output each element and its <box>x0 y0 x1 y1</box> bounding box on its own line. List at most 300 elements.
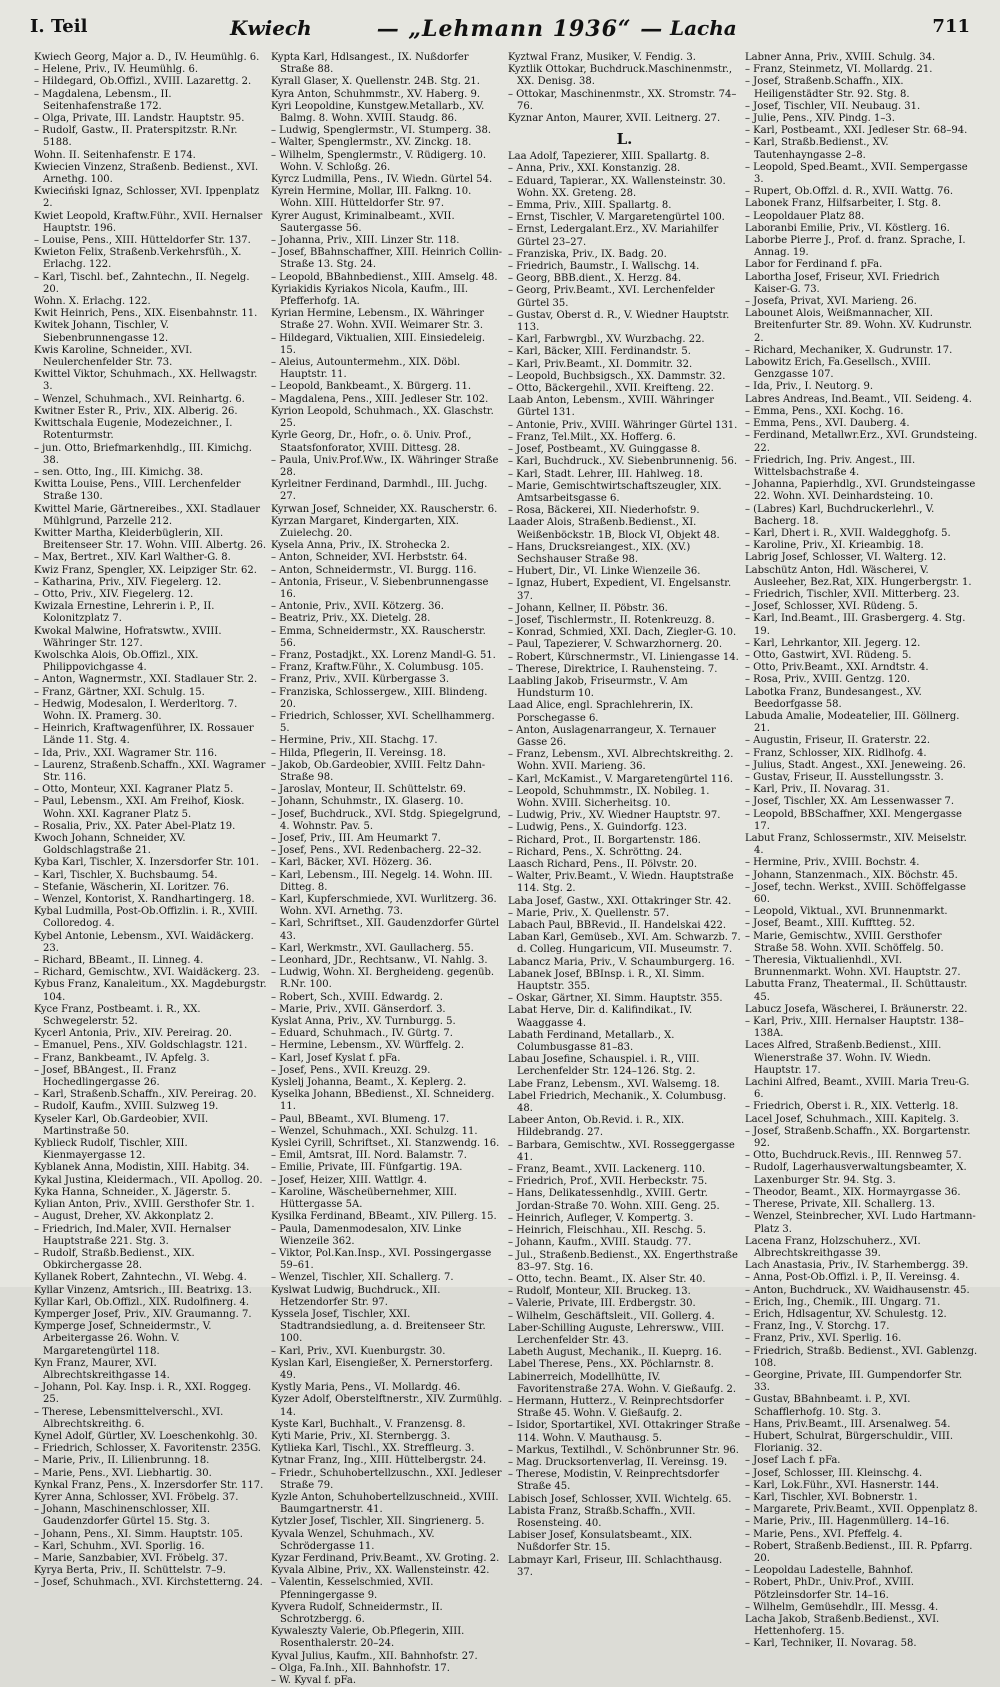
directory-entry: – Wenzel, Schuhmach., XVI. Reinhartg. 6. <box>34 393 245 405</box>
directory-entry: – Josef, Beamt., XIII. Kufftteg. 52. <box>745 918 915 930</box>
page-header <box>30 14 970 44</box>
directory-entry: Kwittel Viktor, Schuhmach., XX. Hellwagstr. 3. <box>34 369 258 393</box>
directory-entry: – Wilhelm, Gemüsehdlr., III. Messg. 4. <box>745 1601 939 1613</box>
directory-entry: – Karoline, Priv., XI. Krieambig. 18. <box>745 540 924 552</box>
directory-entry: – Emanuel, Pens., XIV. Goldschlagstr. 121. <box>34 1040 248 1052</box>
directory-entry: – (Labres) Karl, Buchdruckerlehrl., V. Bacherg. 18. <box>745 503 935 527</box>
directory-entry: – Magdalena, Pens., XIII. Jedleser Str. 102. <box>271 393 489 405</box>
directory-entry: Kyrcz Ludmilla, Pens., IV. Wiedn. Gürtel 54. <box>271 174 493 186</box>
directory-entry: Kyrya Berta, Priv., II. Schüttelstr. 7–9. <box>34 1565 226 1577</box>
directory-entry: – Hermine, Priv., XVIII. Bochstr. 4. <box>745 857 920 869</box>
directory-entry: Kwittschala Eugenie, Modezeichner., I. Rotenturmstr. <box>34 418 233 442</box>
directory-entry: Kypta Karl, Hdlsangest., IX. Nußdorfer Straße 88. <box>271 52 469 76</box>
directory-entry: Kyvala Wenzel, Schuhmach., XV. Schrödergasse 11. <box>271 1528 435 1552</box>
directory-entry: – Ferdinand, Metallwr.Erz., XVI. Grundsteing. 22. <box>745 430 978 454</box>
directory-entry: – Jul., Straßenb.Bedienst., XX. Engerthstraße 83–97. Stg. 16. <box>508 1249 738 1273</box>
directory-entry: Kwitner Ester R., Priv., XIX. Alberig. 26. <box>34 405 238 417</box>
directory-entry: – Walter, Spenglermstr., XV. Zinckg. 18. <box>271 137 472 149</box>
directory-entry: – Franz, Ing., V. Storchg. 17. <box>745 1321 890 1333</box>
directory-entry: – Ottokar, Maschinenmstr., XX. Stromstr. 74–76. <box>508 88 737 112</box>
directory-entry: – Hans, Priv.Beamt., III. Arsenalweg. 54. <box>745 1418 951 1430</box>
directory-entry: – Karl, Lehrkantor, XII. Jegerg. 12. <box>745 637 921 649</box>
directory-entry: Label Therese, Pens., XX. Pöchlarnstr. 8. <box>508 1359 714 1371</box>
directory-entry: – Louise, Pens., XIII. Hütteldorfer Str. 137. <box>34 235 251 247</box>
directory-entry: Kwitta Louise, Pens., VIII. Lerchenfelder Straße 130. <box>34 479 241 503</box>
directory-entry: – Karl, Priv.Beamt., XI. Dommitr. 32. <box>508 358 693 370</box>
directory-entry: Laa Adolf, Tapezierer, XIII. Spallartg. 8. <box>508 151 710 163</box>
directory-entry: – Katharina, Priv., XIV. Fiegelerg. 12. <box>34 576 222 588</box>
directory-entry: – Karl, Buchdruck., XV. Siebenbrunnenig. 56. <box>508 456 737 468</box>
directory-entry: – Leopold, Viktual., XVI. Brunnenmarkt. <box>745 906 948 918</box>
directory-entry: Kyllar Vinzenz, Amtsrich., III. Beatrixg. 13. <box>34 1284 252 1296</box>
directory-entry: Laabling Jakob, Friseurmstr., V. Am Hundsturm 10. <box>508 675 688 700</box>
directory-entry: Kyste Karl, Buchhalt., V. Franzensg. 8. <box>271 1418 466 1430</box>
directory-entry: Kyslan Karl, Eisengießer, X. Pernerstorferg. 49. <box>271 1357 493 1381</box>
directory-entry: – Josef, Schlosser, III. Kleinschg. 4. <box>745 1467 923 1479</box>
directory-entry: – Erich, Ing., Chemik., III. Ungarg. 71. <box>745 1296 941 1308</box>
directory-entry: – Karl, Dhert i. R., XVII. Waldegghofg. 5. <box>745 527 951 539</box>
directory-entry: – Hans, Drucksreiangest., XIX. (XV.) Sechshauser Straße 98. <box>508 541 691 565</box>
directory-entry: – Leopold, Sped.Beamt., XVII. Sempergasse 3. <box>745 161 968 186</box>
directory-entry: Kyvala Albine, Priv., XX. Wallensteinstr. 42. <box>271 1565 490 1577</box>
directory-entry: – Franz, Tel.Milt., XX. Hofferg. 6. <box>508 431 676 443</box>
directory-entry: Kywaleszty Valerie, Ob.Pflegerin, XIII. Rosenthalerstr. 20–24. <box>271 1626 465 1650</box>
directory-entry: – Gustav, BBahnbeamt. i. P., XVI. Schafflerhofg. 10. Stg. 3. <box>745 1394 911 1418</box>
directory-entry: – Eduard, Schuhmach., IV. Gürtg. 7. <box>271 1028 453 1040</box>
directory-entry: Labinerreich, Modellhütte, IV. Favoritenstraße 27A. Wohn. V. Gießaufg. 2. <box>508 1371 737 1395</box>
directory-entry: – Josef, Schlosser, XVI. Rüdeng. 5. <box>745 601 918 613</box>
directory-entry: Laad Alice, engl. Sprachlehrerin, IX. Porschegasse 6. <box>508 700 694 724</box>
directory-entry: – Emma, Pens., XVI. Dauberg. 4. <box>745 418 910 430</box>
directory-entry: Kymperge Josef, Schneidermstr., V. Arbeitergasse 26. Wohn. V. Margaretengürtel 118. <box>34 1321 212 1357</box>
directory-entry: Labut Franz, Schlossermstr., XIV. Meiselstr. 4. <box>745 833 967 857</box>
directory-entry: – Viktor, Pol.Kan.Insp., XVI. Possingergasse 59–61. <box>271 1247 492 1272</box>
directory-entry: Kwiz Franz, Spengler, XX. Leipziger Str. 62. <box>34 564 257 576</box>
directory-entry: Kyblanek Anna, Modistin, XIII. Habitg. 34. <box>34 1162 250 1174</box>
directory-entry: – Antonia, Friseur., V. Siebenbrunnengasse 16. <box>271 576 489 600</box>
directory-entry: – Theodor, Beamt., XIX. Hormayrgasse 36. <box>745 1186 961 1198</box>
directory-entry: – Josef, Heizer, XIII. Wattlgr. 4. <box>271 1174 427 1186</box>
directory-entry: Labowitz Erich, Fa.Gesellsch., XVIII. Genzgasse 107. <box>745 357 931 381</box>
directory-entry: Kyseler Karl, Ob.Gardeobier, XVII. Martinstraße 50. <box>34 1113 209 1137</box>
directory-entry: – Rudolf, Kaufm., XVIII. Sulzweg 19. <box>34 1101 219 1113</box>
directory-entry: – Richard, Pens., X. Schröttng. 24. <box>508 846 683 858</box>
directory-entry: – August, Dreher, XV. Akkonplatz 2. <box>34 1211 214 1223</box>
directory-entry: – Aleius, Autountermehm., XIX. Döbl. Hauptstr. 11. <box>271 357 461 381</box>
directory-entry: Kybel Antonie, Lebensm., XVI. Waidäckerg. 23. <box>34 930 254 954</box>
directory-entry: – Beatriz, Priv., XX. Dietelg. 28. <box>271 613 431 625</box>
directory-entry: – Valerie, Private, III. Erdbergstr. 30. <box>508 1298 696 1310</box>
directory-entry: Kwitter Martha, Kleiderbüglerin, XII. Breitenseer Str. 17. Wohn. VIII. Albertg. 26. <box>34 527 267 552</box>
directory-entry: – Josef, Schuhmach., XVI. Kirchstetterng. 24. <box>34 1577 263 1589</box>
directory-entry: Kwokal Malwine, Hofratswtw., XVIII. Währinger Str. 127. <box>34 625 222 649</box>
directory-entry: – Marie, Priv., XVII. Gänserdorf. 3. <box>271 1003 446 1015</box>
directory-entry: – Rosa, Bäckerei, XII. Niederhofstr. 9. <box>508 505 700 517</box>
directory-entry: – Karl, Werkmstr., XVI. Gaullacherg. 55. <box>271 942 474 954</box>
directory-entry: – Hubert, Dir., VI. Linke Wienzeile 36. <box>508 566 701 578</box>
directory-entry: Labotka Franz, Bundesangest., XV. Beedorfgasse 58. <box>745 686 922 710</box>
directory-entry: – Karl, Priv., XIII. Hernalser Hauptstr. 138–138A. <box>745 1016 964 1040</box>
directory-entry: Kylian Anton, Priv., XVIII. Gersthofer Str. 1. <box>34 1199 255 1211</box>
directory-entry: – Johann, Schuhmstr., IX. Glaserg. 10. <box>271 796 464 808</box>
directory-entry: – Karl, Schuhm., XVI. Sporlig. 16. <box>34 1540 205 1552</box>
directory-entry: Kyzar Ferdinand, Priv.Beamt., XV. Groting. 2. <box>271 1552 500 1564</box>
directory-entry: – Josef, Pens., XVII. Kreuzg. 29. <box>271 1064 431 1076</box>
directory-entry: Labiser Josef, Konsulatsbeamt., XIX. Nußdorfer Str. 15. <box>508 1530 693 1554</box>
directory-entry: Kyrion Leopold, Schuhmach., XX. Glaschstr. 25. <box>271 405 494 430</box>
directory-entry: Laban Karl, Gemüseb., XVI. Am. Schwarzb. 7. d. Colleg. Hungaricum, VII. Museumstr. 7. <box>508 932 741 956</box>
directory-entry: – Theresia, Viktualienhdl., XVI. Brunnenmarkt. Wohn. XVI. Hauptstr. 27. <box>745 955 961 979</box>
directory-entry: – Ida, Priv., I. Neutorg. 9. <box>745 381 874 393</box>
directory-entry: – Karl, Straßb.Bedienst., XV. Tautenhayngasse 2–8. <box>745 137 889 161</box>
directory-entry: – Heinrich, Fleischhau., XII. Reschg. 5. <box>508 1225 706 1237</box>
directory-entry: – Hermine, Priv., XII. Stachg. 17. <box>271 735 438 747</box>
directory-entry: – Johann, Kellner, II. Pöbstr. 36. <box>508 602 668 614</box>
directory-entry: Kymperger Josef, Priv., XIV. Graumanng. 7. <box>34 1308 252 1320</box>
directory-entry: Labista Franz, Straßb.Schaffn., XVII. Rosensteing. 40. <box>508 1505 696 1529</box>
directory-entry: – Otto, Monteur, XXI. Kagraner Platz 5. <box>34 784 234 796</box>
directory-entry: – Josef, Tischler, XX. Am Lessenwasser 7. <box>745 796 955 808</box>
directory-entry: Kyztwal Franz, Musiker, V. Fendig. 3. <box>508 52 696 63</box>
directory-entry: Lacel Josef, Schuhmach., XIII. Kapitelg. 3. <box>745 1113 959 1125</box>
directory-entry: – Isidor, Sportartikel, XVI. Ottakringer Straße 114. Wohn. V. Mauthausg. 5. <box>508 1420 741 1444</box>
directory-entry: – Johann, Kaufm., XVIII. Staudg. 77. <box>508 1237 692 1249</box>
directory-entry: – Karl, Josef Kyslat f. pFa. <box>271 1052 401 1064</box>
directory-title: — „Lehmann 1936“ — <box>376 16 664 42</box>
directory-entry: Lacha Jakob, Straßenb.Bedienst., XVI. Hettenhoferg. 15. <box>745 1614 940 1638</box>
directory-entry: – Leopold, BBSchaffner, XXI. Mengergasse 17. <box>745 808 962 832</box>
directory-entry: – Franz, Beamt., XVII. Lackenerg. 110. <box>508 1164 706 1176</box>
directory-entry: – Emil, Amtsrat, III. Nord. Balamstr. 7. <box>271 1150 467 1162</box>
directory-entry: – Friedrich, Oberst i. R., XIX. Vetterlg. 18. <box>745 1101 959 1113</box>
directory-entry: – Ignaz, Hubert, Expedient, VI. Engelsanstr. 37. <box>508 578 732 602</box>
directory-entry: – Johanna, Priv., XIII. Linzer Str. 118. <box>271 235 460 247</box>
directory-entry: – Barbara, Gemischtw., XVI. Rosseggergasse 41. <box>508 1139 735 1163</box>
directory-entry: – Franz, Postadjkt., XX. Lorenz Mandl-G. 51. <box>271 649 496 661</box>
directory-entry: Wohn. II. Seitenhafenstr. E 174. <box>34 149 196 161</box>
directory-entry: – Otto, Bäckergehil., XVII. Kreifteng. 22. <box>508 383 714 395</box>
directory-entry: Laba Josef, Gastw., XXI. Ottakringer Str. 42. <box>508 895 732 907</box>
directory-entry: – Friedrich, Ing. Priv. Angest., III. Wittelsbachstraße 4. <box>745 454 916 478</box>
directory-entry: Kysilka Ferdinand, BBeamt., XIV. Pillerg. 15. <box>271 1211 497 1223</box>
directory-entry: Kwieciński Ignaz, Schlosser, XVI. Ippenplatz 2. <box>34 186 260 210</box>
directory-entry: – Josef, Pens., XVI. Redenbacherg. 22–32. <box>271 845 482 857</box>
directory-entry: – Anton, Buchdruck., XV. Waidhausenstr. 45. <box>745 1284 970 1296</box>
directory-entry: Labisch Josef, Schlosser, XVII. Wichtelg. 65. <box>508 1493 732 1505</box>
directory-entry: – Johanna, Papierhdlg., XVI. Grundsteingasse 22. Wohn. XVI. Deinhardsteing. 10. <box>745 479 976 503</box>
directory-entry: – Robert, Sch., XVIII. Edwardg. 2. <box>271 991 443 1003</box>
directory-entry: – Karl, Lebensm., III. Negelg. 14. Wohn. III. Ditteg. 8. <box>271 869 493 893</box>
directory-entry: Lachini Alfred, Beamt., XVIII. Maria Treu-G. 6. <box>745 1077 970 1101</box>
directory-entry: Kyrzan Margaret, Kindergarten, XIX. Zuielechg. 20. <box>271 515 459 539</box>
directory-entry: – Eduard, Tapierar., XX. Wallensteinstr. 30. Wohn. XX. Greteng. 28. <box>508 175 726 199</box>
directory-entry: – Marie, Priv., X. Quellenstr. 57. <box>508 907 670 919</box>
directory-entry: Kyvera Rudolf, Schneidermstr., II. Schrotzbergg. 6. <box>271 1601 443 1625</box>
directory-entry: – Ludwig, Wohn. XI. Bergheideng. gegenüb. R.Nr. 100. <box>271 967 495 991</box>
directory-entry: Kwit Heinrich, Pens., XIX. Eisenbahnstr. 11. <box>34 308 258 320</box>
directory-entry: – Josef, techn. Werkst., XVIII. Schöffelgasse 60. <box>745 881 966 906</box>
directory-entry: Labounet Alois, Weißmannacher, XII. Breitenfurter Str. 89. Wohn. XV. Kudrunstr. 2. <box>745 308 973 344</box>
directory-entry: – jun. Otto, Briefmarkenhdlg., III. Kimichg. 38. <box>34 442 252 466</box>
directory-entry: – Antonie, Priv., XVII. Kötzerg. 36. <box>271 601 444 613</box>
directory-entry: – Richard, BBeamt., II. Linneg. 4. <box>34 955 204 967</box>
directory-entry: – Johann, Pol. Kay. Insp. i. R., XXI. Roggeg. 25. <box>34 1382 252 1406</box>
directory-entry: – Helene, Priv., IV. Heumühlg. 6. <box>34 64 199 76</box>
directory-entry: Kycerl Antonia, Priv., XIV. Pereirag. 20. <box>34 1028 232 1040</box>
directory-entry: – Anton, Auslagenarrangeur, X. Ternauer Gasse 26. <box>508 724 716 748</box>
directory-entry: Kyssela Josef, Tischler, XXI. Stadtrandsiedlung, a. d. Breitenseer Str. 100. <box>271 1308 486 1345</box>
directory-entry: – W. Kyval f. pFa. <box>271 1675 357 1687</box>
directory-entry: – Hans, Delikatessenhdlg., XVIII. Gertr. Jordan-Straße 70. Wohn. XIII. Geng. 25. <box>508 1188 720 1212</box>
directory-entry: Kyba Karl, Tischler, X. Inzersdorfer Str. 101. <box>34 857 259 869</box>
directory-entry: – Friedrich, Schlosser, X. Favoritenstr. 235G. <box>34 1443 261 1455</box>
directory-entry: – Karl, Ind.Beamt., III. Grasbergerg. 4. Stg. 19. <box>745 613 966 637</box>
directory-entry: – Heinrich, Kraftwagenführer, IX. Rossauer Lände 11. Stg. 4. <box>34 723 254 747</box>
directory-entry: – Richard, Prot., II. Borgartenstr. 186. <box>508 834 701 846</box>
directory-entry: – Therese, Lebensmittelverschl., XVI. Albrechtskreithg. 6. <box>34 1406 224 1430</box>
directory-entry: – Oskar, Gärtner, XI. Simm. Hauptstr. 355. <box>508 993 723 1005</box>
directory-entry: Labrig Josef, Schlosser, VI. Walterg. 12. <box>745 552 947 564</box>
directory-entry: Labath Ferdinand, Metallarb., X. Columbusgasse 81–83. <box>508 1029 675 1054</box>
directory-entry: – Mag. Drucksortenverlag, II. Vereinsg. 19. <box>508 1456 728 1468</box>
directory-entry: Kytzler Josef, Tischler, XII. Singrienerg. 5. <box>271 1516 485 1528</box>
directory-entry: – Rupert, Ob.Offzl. d. R., XVII. Wattg. 76. <box>745 186 954 198</box>
directory-entry: – Hildegard, Ob.Offizl., XVIII. Lazarettg. 2. <box>34 76 252 88</box>
directory-entry: – Karl, Farbwrgbl., XV. Wurzbachg. 22. <box>508 334 705 346</box>
first-entry-word: Kwiech <box>230 16 312 40</box>
directory-entry: Laber-Schilling Auguste, Lehrersww., VIII. Lerchenfelder Str. 43. <box>508 1322 725 1346</box>
directory-entry: Kynel Adolf, Gürtler, XV. Loeschenkohlg. 30. <box>34 1430 258 1442</box>
directory-entry: Labres Andreas, Ind.Beamt., VII. Seideng. 4. <box>745 393 972 405</box>
directory-entry: Kyllar Karl, Ob.Offizl., XIX. Rudolfinerg. 4. <box>34 1296 250 1308</box>
directory-entry: Kyllanek Robert, Zahntechn., VI. Webg. 4. <box>34 1272 247 1284</box>
column-1 <box>34 52 267 1589</box>
directory-entry: – Rudolf, Straßb.Bedienst., XIX. Obkirchergasse 28. <box>34 1247 195 1272</box>
directory-entry: – Franz, Bankbeamt., IV. Apfelg. 3. <box>34 1052 210 1064</box>
directory-entry: – Josef, Straßenb.Schaffn., XIX. Heiligenstädter Str. 92. Stg. 8. <box>745 76 910 100</box>
directory-entry: Laboranbi Emilie, Priv., VI. Köstlerg. 16. <box>745 222 950 234</box>
directory-entry: – Karl, Bäcker, XIII. Ferdinandstr. 5. <box>508 346 691 358</box>
directory-entry: – Marie, Priv., II. Lilienbrunng. 18. <box>34 1455 210 1467</box>
directory-entry: Kwittel Marie, Gärtnereibes., XXI. Stadlauer Mühlgrund, Parzelle 212. <box>34 503 261 527</box>
directory-entry: Label Friedrich, Mechanik., X. Columbusg. 48. <box>508 1090 727 1115</box>
directory-entry: Labner Anna, Priv., XVIII. Schulg. 34. <box>745 52 936 63</box>
directory-entry: – Wenzel, Steinbrecher, XVI. Ludo Hartmann-Platz 3. <box>745 1211 976 1235</box>
directory-entry: – Robert, Kürschnermstr., VI. Liniengasse 14. <box>508 651 739 663</box>
directory-entry: – Georg, Priv.Beamt., XVI. Lerchenfelder Gürtel 35. <box>508 285 715 309</box>
directory-entry: – Rudolf, Monteur, XII. Bruckeg. 13. <box>508 1286 691 1298</box>
directory-entry: Labau Josefine, Schauspiel. i. R., VIII. Lerchenfelder Str. 124–126. Stg. 2. <box>508 1054 700 1078</box>
directory-entry: – Karl, Lok.Führ., XVI. Hasnerstr. 144. <box>745 1479 939 1491</box>
directory-entry: – Johann, Pens., XI. Simm. Hauptstr. 105. <box>34 1528 243 1540</box>
directory-entry: – Karl, Priv., II. Novarag. 31. <box>745 784 890 796</box>
directory-entry: Kyrle Georg, Dr., Hofr., o. ö. Univ. Prof., Staatsfonforator, XVIII. Dittesg. 28. <box>271 430 472 454</box>
directory-entry: Labmayr Karl, Friseur, III. Schlachthausg. 37. <box>508 1554 723 1578</box>
directory-entry: – Therese, Private, XII. Schallerg. 13. <box>745 1199 935 1211</box>
directory-entry: – Franz, Priv., XVI. Sperlig. 16. <box>745 1333 902 1345</box>
directory-entry: – Gustav, Oberst d. R., V. Wiedner Hauptstr. 113. <box>508 309 730 334</box>
directory-entry: – Paula, Univ.Prof.Ww., IX. Währinger Straße 28. <box>271 454 499 478</box>
directory-entry: – Friedr., Schuhobertellzuschn., XXI. Jedleser Straße 79. <box>271 1467 502 1491</box>
directory-entry: – Valentin, Kesselschmied, XVII. Pfenningergasse 9. <box>271 1577 434 1601</box>
directory-entry: – Konrad, Schmied, XXI. Dach, Ziegler-G. 10. <box>508 627 737 639</box>
directory-entry: – Karl, Stadt. Lehrer, III. Hahlweg. 18. <box>508 468 703 480</box>
directory-entry: Kwis Karoline, Schneider., XVI. Neulerchenfelder Str. 73. <box>34 344 193 369</box>
directory-entry: Laborbe Pierre J., Prof. d. franz. Sprache, I. Annag. 19. <box>745 235 966 259</box>
directory-entry: – Franz, Priv., XVII. Kürbergasse 3. <box>271 674 450 686</box>
directory-entry: Kybus Franz, Kanaleitum., XX. Magdeburgstr. 104. <box>34 979 267 1003</box>
directory-entry: – Friedrich, Ind.Maler, XVII. Hernalser Hauptstraße 221. Stg. 3. <box>34 1223 231 1247</box>
directory-entry: Laces Alfred, Straßenb.Bedienst., XIII. Wienerstraße 37. Wohn. IV. Wiedn. Hauptstr. 17. <box>745 1040 942 1076</box>
directory-entry: – Franz, Gärtner, XXI. Schulg. 15. <box>34 686 205 698</box>
directory-entry: – Anton, Wagnermstr., XXI. Stadlauer Str. 2. <box>34 674 258 686</box>
directory-entry: – Franz, Kraftw.Führ., X. Columbusg. 105. <box>271 662 484 674</box>
directory-entry: – Rosalia, Priv., XX. Pater Abel-Platz 19. <box>34 820 236 832</box>
directory-entry: Labucz Josefa, Wäscherei, I. Bräunerstr. 22. <box>745 1003 968 1015</box>
directory-entry: – Hedwig, Modesalon, I. Werderltorg. 7. Wohn. IX. Pramerg. 30. <box>34 698 238 722</box>
directory-entry: Kytnar Franz, Ing., XIII. Hüttelbergstr. 24. <box>271 1455 487 1467</box>
directory-entry: – Richard, Gemischtw., XVI. Waidäckerg. 23. <box>34 967 260 979</box>
directory-entry: – Erich, Hdlsagentur, XV. Schulestg. 12. <box>745 1308 947 1320</box>
directory-entry: Kyslwat Ludwig, Buchdruck., XII. Hetzendorfer Str. 97. <box>271 1284 441 1308</box>
directory-entry: – Jaroslav, Monteur, II. Schüttelstr. 69. <box>271 784 467 796</box>
directory-entry: – Hildegard, Viktualien, XIII. Einsiedeleig. 15. <box>271 332 486 356</box>
directory-entry: – Hermine, Lebensm., XV. Würffelg. 2. <box>271 1040 465 1052</box>
directory-entry: – Otto, Buchdruck.Revis., III. Rennweg 57. <box>745 1150 962 1162</box>
directory-entry: – Josef, Priv., III. Am Heumarkt 7. <box>271 833 441 844</box>
directory-entry: – Georgine, Private, III. Gumpendorfer Str. 33. <box>745 1369 963 1394</box>
directory-entry: Kyti Marie, Priv., XI. Sternbergg. 3. <box>271 1430 451 1442</box>
directory-entry: Laab Anton, Lebensm., XVIII. Währinger Gürtel 131. <box>508 395 714 419</box>
directory-entry: – Stefanie, Wäscherin, XI. Loritzer. 76. <box>34 881 229 893</box>
directory-entry: – Josef, Straßenb.Schaffn., XX. Borgartenstr. 92. <box>745 1125 971 1150</box>
directory-entry: Kyce Franz, Postbeamt. i. R., XX. Schwegelerstr. 52. <box>34 1003 201 1028</box>
directory-entry: – Karl, Techniker, II. Novarag. 58. <box>745 1638 917 1650</box>
directory-entry: – Karl, Tischl. bef., Zahntechn., II. Negelg. 20. <box>34 271 250 295</box>
directory-entry: – Anton, Schneidermstr., VI. Burgg. 116. <box>271 564 477 576</box>
directory-entry: – Marie, Gemischtwirtschaftszeugler, XIX. Amtsarbeitsgasse 6. <box>508 480 722 504</box>
directory-entry: – Ida, Priv., XXI. Wagramer Str. 116. <box>34 747 218 759</box>
directory-entry: Lach Anastasia, Priv., IV. Starhembergg. 39. <box>745 1260 969 1272</box>
directory-entry: – Laurenz, Straßenb.Schaffn., XXI. Wagramer Str. 116. <box>34 759 266 783</box>
directory-entry: – Josef, Postbeamt., XV. Guinggasse 8. <box>508 444 701 456</box>
directory-entry: Kyka Hanna, Schneider., X. Jägerstr. 5. <box>34 1186 231 1198</box>
directory-entry: Kwiecien Vinzenz, Straßenb. Bedienst., XVI. Arnethg. 100. <box>34 161 259 186</box>
directory-entry: – Franz, Lebensm., XVI. Albrechtskreithg. 2. Wohn. XVII. Marieng. 36. <box>508 749 734 773</box>
directory-entry: – Marie, Priv., III. Hagenmüllerg. 14–16. <box>745 1516 950 1528</box>
directory-entry: – Robert, PhDr., Univ.Prof., XVIII. Pötzleinsdorfer Str. 14–16. <box>745 1577 915 1601</box>
directory-entry: – Otto, Priv.Beamt., XXI. Arndtstr. 4. <box>745 662 929 674</box>
directory-entry: Labe Franz, Lebensm., XVI. Walsemg. 18. <box>508 1078 720 1090</box>
directory-entry: Kybal Ludmilla, Post-Ob.Offizlin. i. R., XVIII. Colloredog. 4. <box>34 906 258 930</box>
directory-entry: – Therese, Modistin, V. Reinprechtsdorfer Straße 45. <box>508 1469 720 1493</box>
directory-entry: – Josefa, Privat, XVI. Marieng. 26. <box>745 296 917 308</box>
directory-entry: Labor for Ferdinand f. pFa. <box>745 259 883 271</box>
directory-entry: – Anna, Priv., XXI. Konstanzig. 28. <box>508 163 681 175</box>
directory-entry: – Emilie, Private, III. Fünfgartig. 19A. <box>271 1162 463 1174</box>
directory-entry: – Ludwig, Spenglermstr., VI. Stumperg. 38. <box>271 125 492 137</box>
directory-entry: – Otto, techn. Beamt., IX. Alser Str. 40. <box>508 1273 706 1285</box>
column-2 <box>271 52 504 1687</box>
directory-entry: – Paul, BBeamt., XVI. Blumeng. 17. <box>271 1113 450 1125</box>
directory-columns <box>34 52 980 1687</box>
directory-entry: – Hilda, Pflegerin, II. Vereinsg. 18. <box>271 747 447 759</box>
directory-entry: Kyznar Anton, Maurer, XVII. Leitnerg. 27. <box>508 113 721 125</box>
directory-entry: Kyn Franz, Maurer, XVI. Albrechtskreithgasse 14. <box>34 1357 170 1381</box>
directory-entry: – Hubert, Schulrat, Bürgerschuldir., VIII. Florianig. 32. <box>745 1430 954 1455</box>
directory-entry: – Emma, Priv., XIII. Spallartg. 8. <box>508 200 672 212</box>
directory-entry: Labancz Maria, Priv., V. Schaumburgerg. 16. <box>508 956 735 968</box>
last-entry-word: Lacha <box>670 16 737 40</box>
directory-entry: – Friedrich, Tischler, XVII. Mitterberg. 23. <box>745 588 960 600</box>
directory-entry: – Gustav, Friseur, II. Ausstellungsstr. 3. <box>745 771 944 783</box>
directory-entry: – Karl, Straßenb.Schaffn., XIV. Pereirag. 20. <box>34 1089 257 1101</box>
directory-entry: Labutta Franz, Theatermal., II. Schüttaustr. 45. <box>745 979 968 1003</box>
directory-entry: Labeth August, Mechanik., II. Kueprg. 16. <box>508 1347 722 1359</box>
directory-entry: – Magdalena, Lebensm., II. Seitenhafenstraße 172. <box>34 88 172 112</box>
directory-entry: – Karl, Priv., XVI. Kuenburgstr. 30. <box>271 1345 446 1357</box>
directory-entry: – Leopold, Buchbsigsch., XX. Dammstr. 32. <box>508 370 726 382</box>
directory-entry: Labanek Josef, BBInsp. i. R., XI. Simm. Hauptstr. 355. <box>508 968 705 993</box>
directory-entry: – Marie, Pens., XVI. Liebhartig. 30. <box>34 1467 212 1479</box>
directory-entry: Kyrian Hermine, Lebensm., IX. Währinger Straße 27. Wohn. XVII. Weimarer Str. 3. <box>271 308 485 332</box>
part-label: I. Teil <box>30 16 88 37</box>
directory-entry: Kyra Anton, Schuhmmstr., XV. Haberg. 9. <box>271 88 481 100</box>
directory-entry: – Wilhelm, Spenglermstr., V. Rüdigerg. 10. Wohn. V. Schloßg. 26. <box>271 149 486 173</box>
directory-entry: Kyzle Anton, Schuhobertellzuschneid., XVIII. Baumgartnerstr. 41. <box>271 1491 499 1516</box>
directory-entry: – Heinrich, Aufleger, V. Kompertg. 3. <box>508 1212 694 1224</box>
directory-entry: – Friedrich, Baumstr., I. Wallschg. 14. <box>508 261 700 273</box>
directory-entry: – Max, Bertret., XIV. Karl Walther-G. 8. <box>34 552 231 564</box>
directory-entry: – Karl, Bäcker, XVI. Hözerg. 36. <box>271 857 432 869</box>
directory-entry: – Leopold, Bankbeamt., X. Bürgerg. 11. <box>271 381 472 393</box>
directory-entry: – Karl, Tischler, X. Buchsbaumg. 54. <box>34 869 218 881</box>
directory-entry: – Franziska, Priv., IX. Badg. 20. <box>508 248 667 260</box>
directory-entry: Kyrein Hermine, Mollar, III. Falkng. 10. Wohn. XIII. Hütteldorfer Str. 97. <box>271 186 472 210</box>
directory-entry: Kyrer August, Kriminalbeamt., XVII. Sautergasse 56. <box>271 210 455 234</box>
directory-entry: – sen. Otto, Ing., III. Kimichg. 38. <box>34 466 204 478</box>
directory-entry: – Friedrich, Straßb. Bedienst., XVI. Gablenzg. 108. <box>745 1345 978 1369</box>
directory-entry: Labuda Amalie, Modeatelier, III. Göllnerg. 21. <box>745 710 960 735</box>
directory-entry: – Ernst, Tischler, V. Margaretengürtel 100. <box>508 212 725 224</box>
directory-entry: – Emma, Schneidermstr., XX. Rauscherstr. 56. <box>271 625 486 649</box>
directory-entry: – Josef, Tischler, VII. Neubaug. 31. <box>745 100 921 112</box>
directory-entry: – Karl, McKamist., V. Margaretengürtel 116. <box>508 773 734 785</box>
directory-entry: – Leopold, BBahnbedienst., XIII. Amselg. 48. <box>271 271 498 283</box>
directory-entry: – Paul, Tapezierer, V. Schwarzhornerg. 20. <box>508 639 723 651</box>
directory-entry: – Leopoldau Ladestelle, Bahnhof. <box>745 1565 914 1577</box>
directory-entry: – Walter, Priv.Beamt., V. Wiedn. Hauptstraße 114. Stg. 2. <box>508 871 734 895</box>
directory-entry: – Leopoldauer Platz 88. <box>745 210 865 222</box>
directory-entry: Labortha Josef, Friseur, XVI. Friedrich Kaiser-G. 73. <box>745 271 940 295</box>
directory-entry: – Marie, Pens., XVI. Pfeffelg. 4. <box>745 1528 903 1540</box>
directory-entry: – Leonhard, JDr., Rechtsanw., VI. Nahlg. 3. <box>271 955 488 967</box>
directory-entry: Kwieton Felix, Straßenb.Verkehrsfüh., X. Erlachg. 122. <box>34 247 242 271</box>
directory-entry: – Karl, Postbeamt., XXI. Jedleser Str. 68–94. <box>745 125 968 137</box>
directory-entry: Kwolschka Alois, Ob.Offizl., XIX. Philippovichgasse 4. <box>34 649 199 674</box>
directory-entry: – Ludwig, Priv., XV. Wiedner Hauptstr. 97. <box>508 810 721 822</box>
directory-entry: – Augustin, Friseur, II. Graterstr. 22. <box>745 735 931 747</box>
directory-entry: – Josef, BBAngest., II. Franz Hochedlingergasse 26. <box>34 1064 176 1089</box>
directory-entry: Kwiet Leopold, Kraftw.Führ., XVII. Hernalser Hauptstr. 196. <box>34 210 263 234</box>
directory-entry: Kwizala Ernestine, Lehrerin i. P., II. Kolonitzplatz 7. <box>34 601 215 625</box>
directory-entry: Kynkal Franz, Pens., X. Inzersdorfer Str. 117. <box>34 1479 264 1491</box>
directory-entry: Kyslat Anna, Priv., XV. Turnburgg. 5. <box>271 1016 456 1028</box>
directory-entry: – Jakob, Ob.Gardeobier, XVIII. Feltz Dahn-Straße 98. <box>271 759 486 783</box>
directory-entry: Kyval Julius, Kaufm., XII. Bahnhofstr. 27. <box>271 1650 478 1662</box>
directory-entry: Wohn. X. Erlachg. 122. <box>34 296 151 308</box>
column-4 <box>745 52 978 1650</box>
